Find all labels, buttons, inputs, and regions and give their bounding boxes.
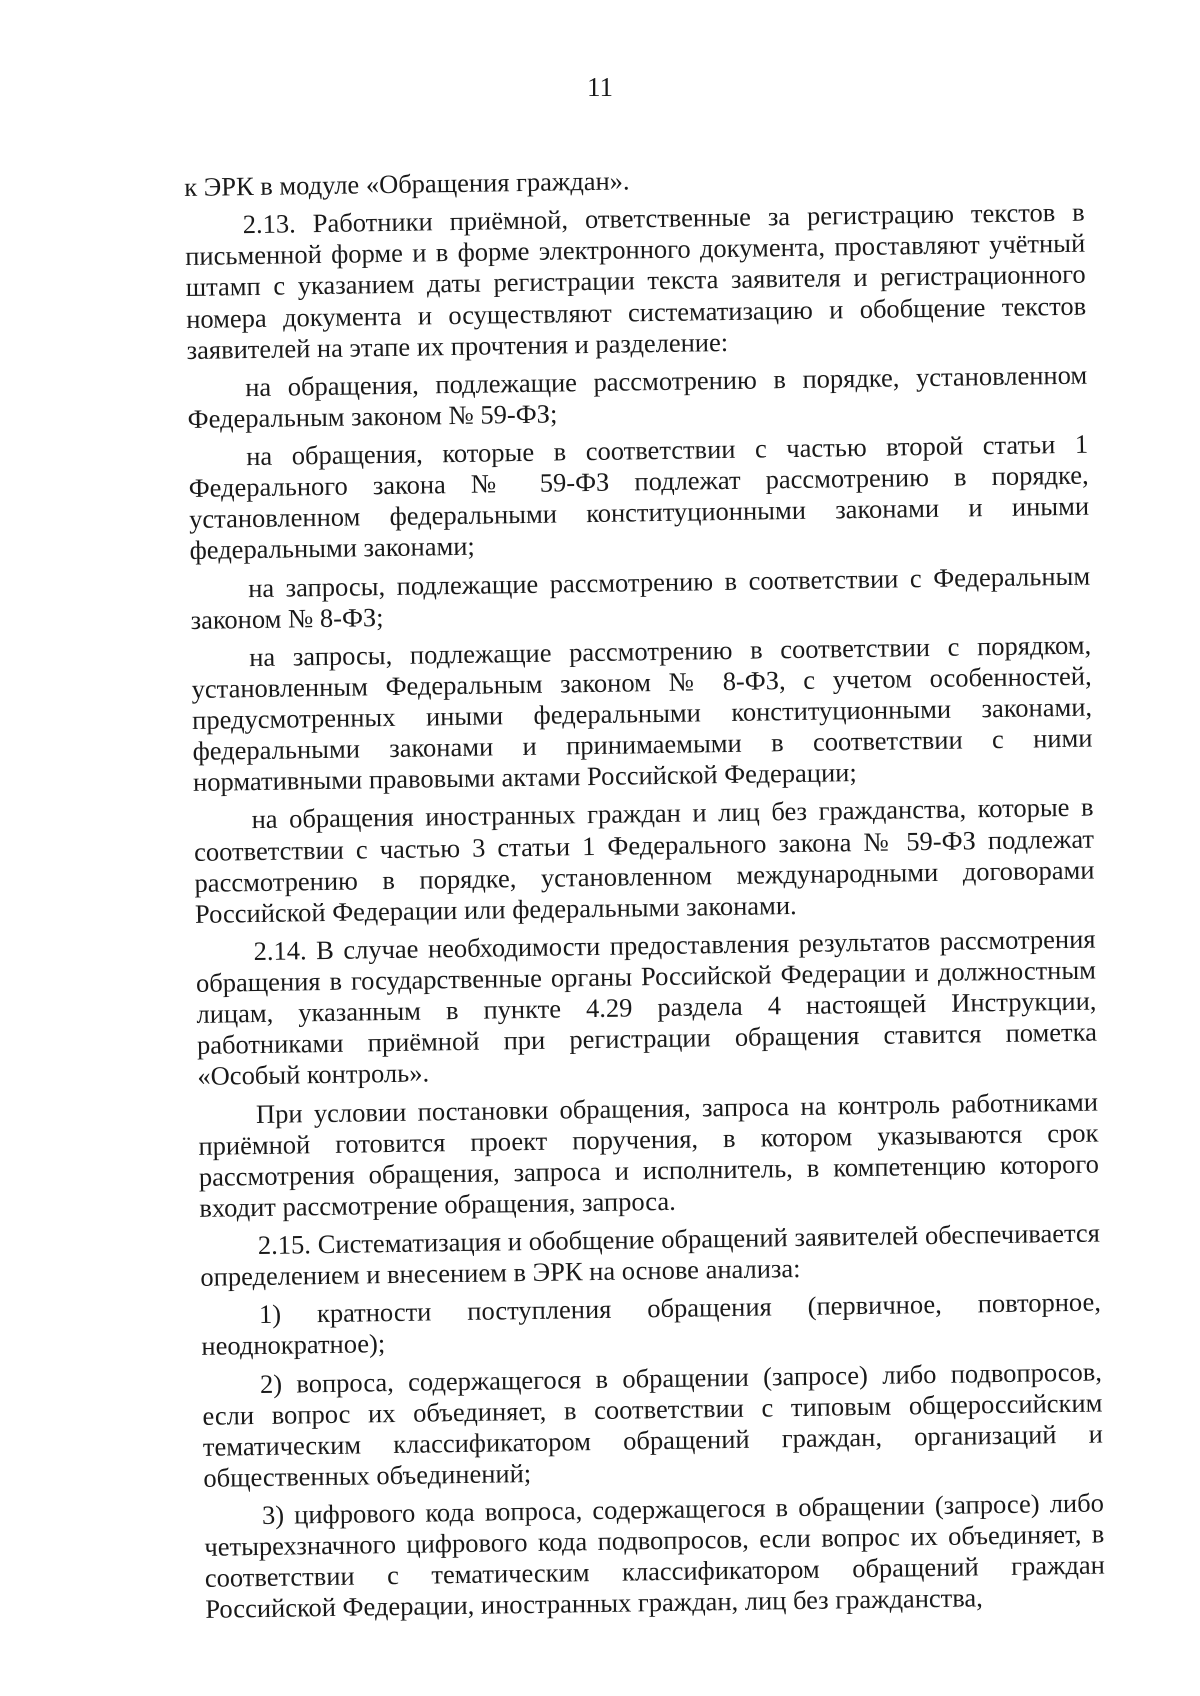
paragraph-item: на запросы, подлежащие рассмотрению в соответствии с порядком, установленным Федеральным законом № 8-ФЗ, с учетом особенностей, предусмотренных иными федеральными конституционными законами, федеральными законами и принимаемыми в соответствии с ними нормативными правовыми актами Российской Федерации; bbox=[191, 629, 1093, 798]
paragraph-continuation: к ЭРК в модуле «Обращения граждан». bbox=[184, 165, 630, 202]
paragraph-2-13: 2.13. Работники приёмной, ответственные за регистрацию текстов в письменной форме и в форме электронного документа, проставляют учётный штамп с указанием даты регистрации текста заявителя и регистрационного номера документа и осуществляют систематизацию и обобщение текстов заявителей на этапе их прочтения и разделение: bbox=[185, 196, 1087, 365]
paragraph-item: на обращения, которые в соответствии с частью второй статьи 1 Федерального закона № 59-ФЗ подлежат рассмотрению в порядке, установленном федеральными конституционными законами и иными федеральными законами; bbox=[188, 428, 1090, 566]
paragraph-list-item-3: 3) цифрового кода вопроса, содержащегося в обращении (запросе) либо четырехзначного цифрового кода подвопросов, если вопрос их объединяет, в соответствии с тематическим классификатором обращений граждан Российской Федерации, иностранных граждан, лиц без гражданства, bbox=[204, 1487, 1105, 1625]
paragraph-item: на запросы, подлежащие рассмотрению в соответствии с Федеральным законом № 8-ФЗ; bbox=[190, 560, 1091, 635]
paragraph-list-item-1: 1) кратности поступления обращения (первичное, повторное, неоднократное); bbox=[201, 1286, 1102, 1362]
document-body bbox=[184, 159, 1106, 1633]
paragraph-item: на обращения иностранных граждан и лиц без гражданства, которые в соответствии с частью 3 статьи 1 Федерального закона № 59-ФЗ подлежат рассмотрению в порядке, установленном международными договорами Российской Федерации или федеральными законами. bbox=[193, 791, 1095, 929]
paragraph-2-14: 2.14. В случае необходимости предоставления результатов рассмотрения обращения в государственные органы Российской Федерации и должностным лицам, указанным в пункте 4.29 раздела 4 настоящей Инструкции, работниками приёмной при регистрации обращения ставится пометка «Особый контроль». bbox=[195, 923, 1098, 1092]
page-number: 11 bbox=[587, 72, 613, 102]
paragraph-2-15: 2.15. Систематизация и обобщение обращений заявителей обеспечивается определением и внесением в ЭРК на основе анализа: bbox=[200, 1217, 1101, 1293]
paragraph-list-item-2: 2) вопроса, содержащегося в обращении (запросе) либо подвопросов, если вопрос их объединяет, в соответствии с типовым общероссийским тематическим классификатором обращений граждан, организаций и общественных объединений; bbox=[202, 1356, 1104, 1493]
paragraph-item: на обращения, подлежащие рассмотрению в порядке, установленном Федеральным законом № 59-ФЗ; bbox=[187, 359, 1088, 434]
paragraph-control: При условии постановки обращения, запроса на контроль работниками приёмной готовится проект поручения, в котором указываются срок рассмотрения обращения, запроса и исполнитель, в компетенцию которого входит рассмотрение обращения, запроса. bbox=[198, 1086, 1100, 1223]
